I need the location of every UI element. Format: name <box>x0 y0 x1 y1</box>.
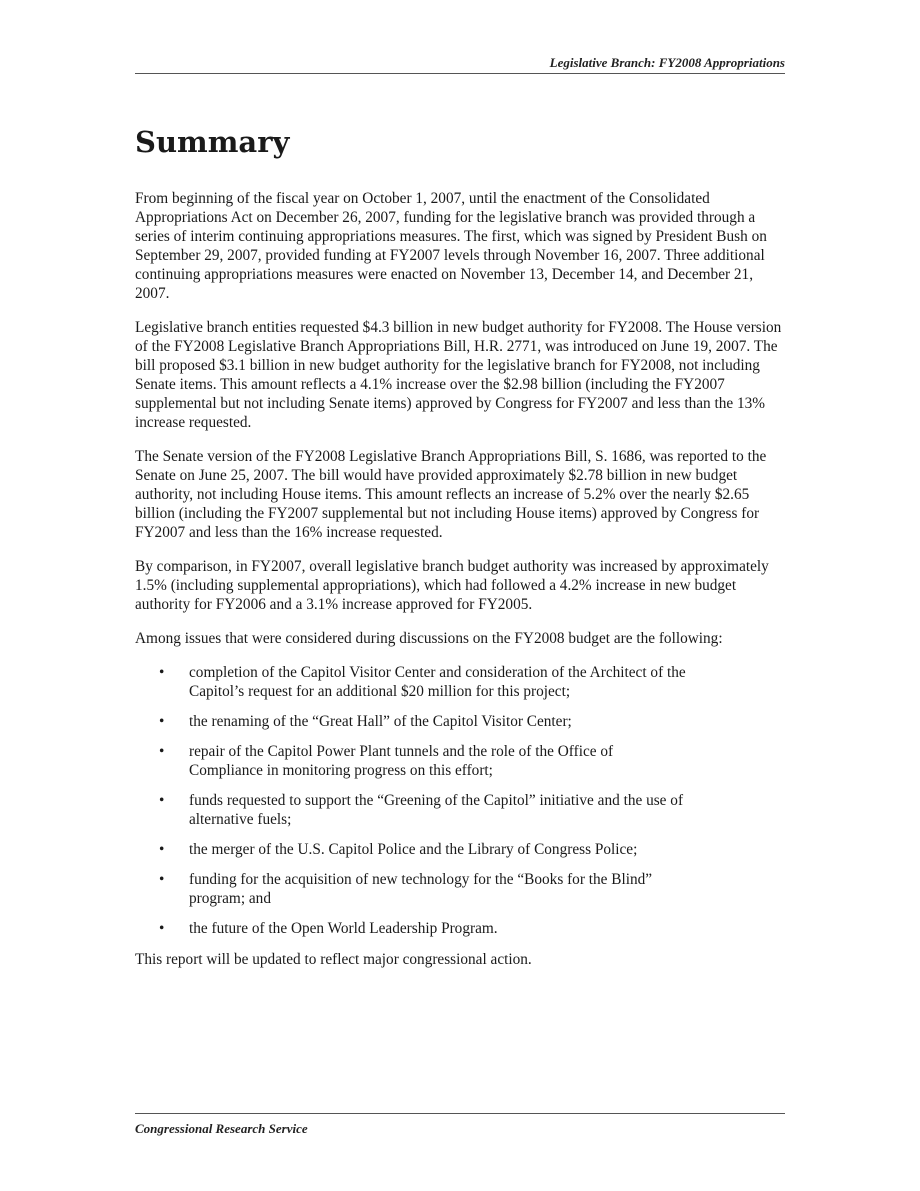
page-title: Summary <box>135 125 290 159</box>
paragraph-issues-intro: Among issues that were considered during discussions on the FY2008 budget are the following: <box>135 630 723 647</box>
list-item-text: the merger of the U.S. Capitol Police and the Library of Congress Police; <box>189 841 638 858</box>
list-item <box>135 742 785 780</box>
list-item <box>135 840 785 859</box>
page-content <box>135 125 785 984</box>
list-item-text: funding for the acquisition of new technology for the “Books for the Blind” program; and <box>189 871 653 907</box>
bullet-icon: • <box>159 841 165 858</box>
list-item <box>135 791 785 829</box>
paragraph-funding-timeline: From beginning of the fiscal year on October 1, 2007, until the enactment of the Consolidated Appropriations Act on December 26, 2007, funding for the legislative branch was provided through a series of interim continuing appropriations measures. The first, which was signed by President Bush on September 29, 2007, provided funding at FY2007 levels through November 16, 2007. Three additional continuing appropriations measures were enacted on November 13, December 14, and December 21, 2007. <box>135 190 767 302</box>
bullet-icon: • <box>159 664 165 681</box>
list-item <box>135 712 785 731</box>
bullet-icon: • <box>159 713 165 730</box>
list-item-text: repair of the Capitol Power Plant tunnels and the role of the Office of Compliance in monitoring progress on this effort; <box>189 743 614 779</box>
bullet-icon: • <box>159 871 165 888</box>
paragraph-house-version: Legislative branch entities requested $4.3 billion in new budget authority for FY2008. The House version of the FY2008 Legislative Branch Appropriations Bill, H.R. 2771, was introduced on June 19, 2007. The bill proposed $3.1 billion in new budget authority for the legislative branch for FY2008, not including Senate items. This amount reflects a 4.1% increase over the $2.98 billion (including the FY2007 supplemental but not including Senate items) approved by Congress for FY2007 and less than the 13% increase requested. <box>135 319 782 431</box>
paragraph-senate-version: The Senate version of the FY2008 Legislative Branch Appropriations Bill, S. 1686, was reported to the Senate on June 25, 2007. The bill would have provided approximately $2.78 billion in new budget authority, not including House items. This amount reflects an increase of 5.2% over the nearly $2.65 billion (including the FY2007 supplemental but not including House items) approved by Congress for FY2007 and less than the 16% increase requested. <box>135 448 767 541</box>
page-footer <box>135 1113 785 1136</box>
bullet-icon: • <box>159 743 165 760</box>
list-item <box>135 870 785 908</box>
page-header <box>135 55 785 74</box>
list-item-text: the renaming of the “Great Hall” of the Capitol Visitor Center; <box>189 713 572 730</box>
running-title: Legislative Branch: FY2008 Appropriations <box>549 55 785 70</box>
list-item <box>135 919 785 938</box>
list-item <box>135 663 785 701</box>
issues-list <box>135 663 785 938</box>
paragraph-comparison: By comparison, in FY2007, overall legislative branch budget authority was increased by approximately 1.5% (including supplemental appropriations), which had followed a 4.2% increase in new budget authority for FY2006 and a 3.1% increase approved for FY2005. <box>135 558 769 613</box>
list-item-text: funds requested to support the “Greening of the Capitol” initiative and the use of alternative fuels; <box>189 792 684 828</box>
paragraph-closing: This report will be updated to reflect major congressional action. <box>135 951 532 968</box>
list-item-text: completion of the Capitol Visitor Center and consideration of the Architect of the Capitol’s request for an additional $20 million for this project; <box>189 664 686 700</box>
list-item-text: the future of the Open World Leadership Program. <box>189 920 498 937</box>
footer-publisher: Congressional Research Service <box>135 1121 308 1136</box>
bullet-icon: • <box>159 792 165 809</box>
bullet-icon: • <box>159 920 165 937</box>
